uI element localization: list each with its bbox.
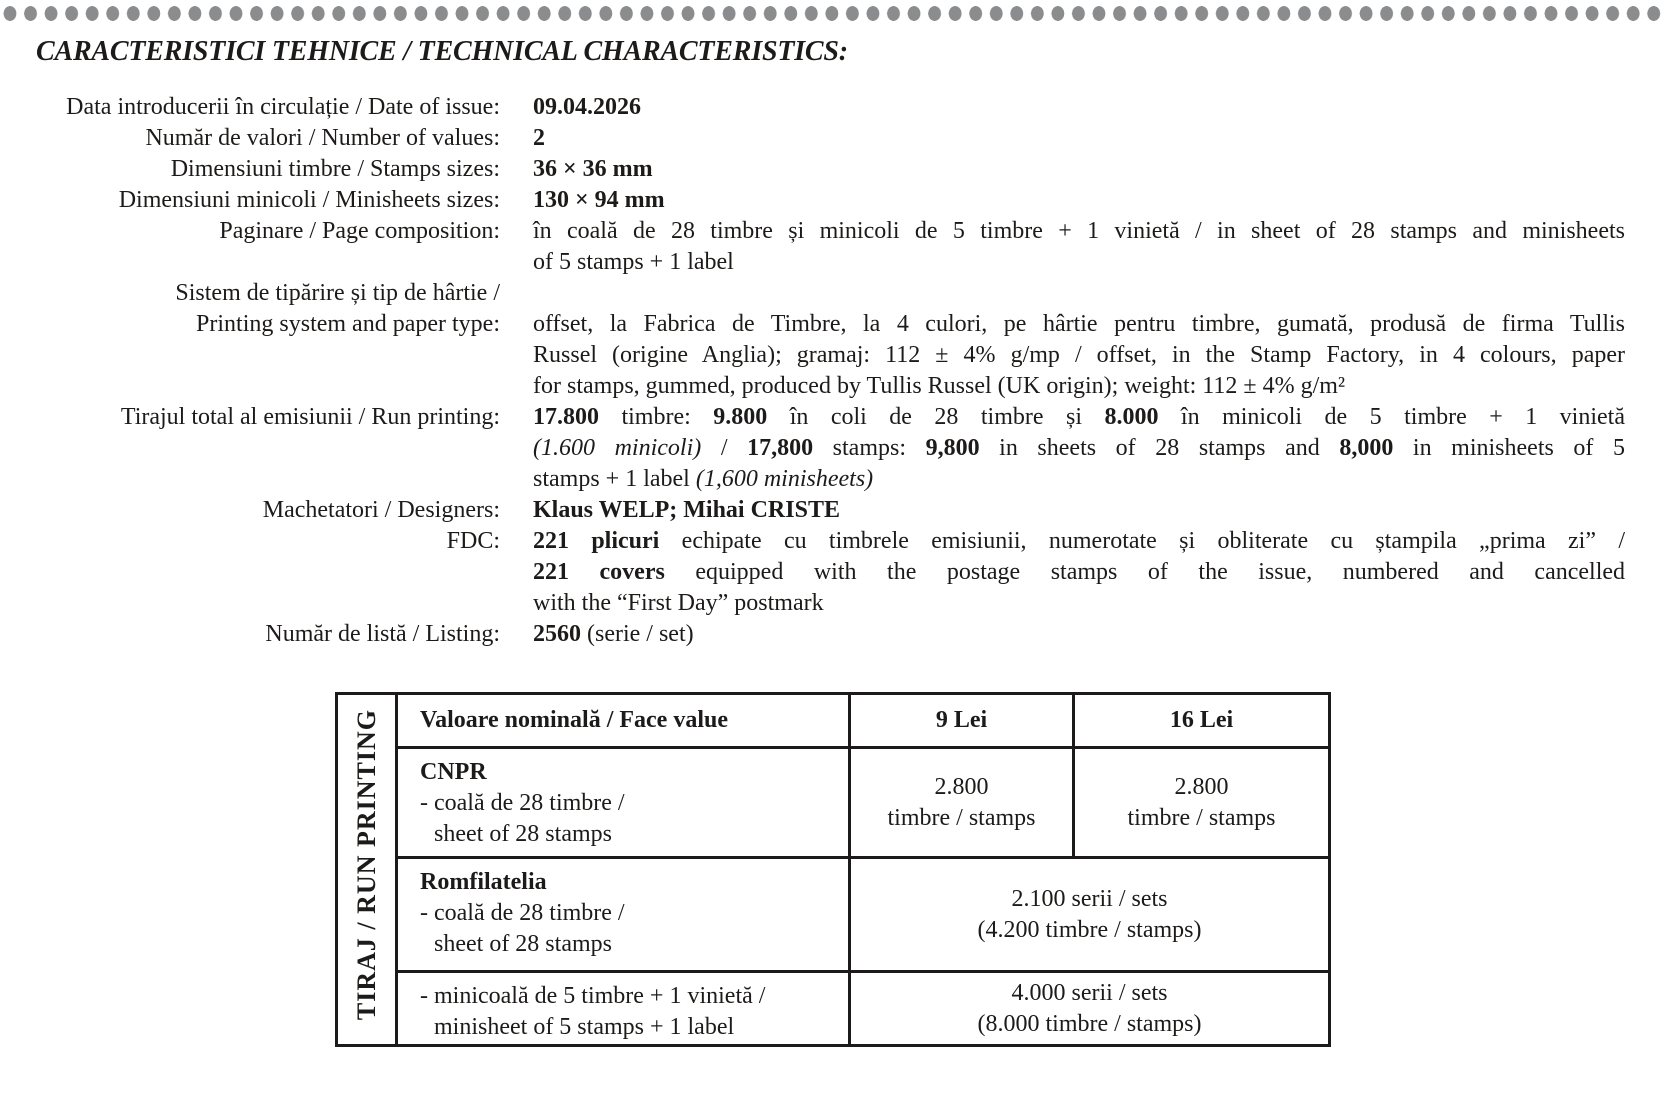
info-label: Sistem de tipărire și tip de hârtie / bbox=[175, 280, 500, 306]
info-value: 221 plicuri echipate cu timbrele emisiunii, numerotate și obliterate cu ștampila „prima zi” / 221 covers equipped with the postage stamps of the issue, numbered and cancelled with the “First Day” postmark bbox=[533, 528, 1626, 616]
info-label: Dimensiuni minicoli / Minisheets sizes: bbox=[118, 187, 500, 213]
info-row-listing bbox=[0, 619, 1666, 650]
table-side-label: TIRAJ / RUN PRINTING bbox=[352, 709, 381, 1021]
table-row-cnpr bbox=[337, 748, 1330, 858]
minisheet-label-cell bbox=[397, 972, 850, 1046]
minisheet-sets-cell bbox=[850, 972, 1330, 1046]
romfilatelia-title: Romfilatelia bbox=[420, 869, 547, 895]
info-row-number-of-values bbox=[0, 123, 1666, 154]
table-row-minisheet bbox=[337, 972, 1330, 1046]
info-value: 36 × 36 mm bbox=[533, 156, 653, 182]
info-value: 2560 (serie / set) bbox=[533, 621, 694, 647]
info-row-minisheet-sizes bbox=[0, 185, 1666, 216]
info-label: Număr de valori / Number of values: bbox=[145, 125, 500, 151]
cnpr-9lei-unit: timbre / stamps bbox=[887, 804, 1036, 831]
info-label: Paginare / Page composition: bbox=[219, 218, 500, 244]
table-header-face-value: Valoare nominală / Face value bbox=[397, 694, 850, 748]
info-row-page-composition bbox=[0, 216, 1666, 278]
page-title: CARACTERISTICI TEHNICE / TECHNICAL CHARACTERISTICS: bbox=[36, 36, 848, 67]
minisheet-sets-value: 4.000 serii / sets bbox=[1011, 979, 1168, 1006]
info-value: 2 bbox=[533, 125, 545, 151]
info-label: FDC: bbox=[446, 528, 500, 554]
info-row-run-printing bbox=[0, 402, 1666, 495]
cnpr-16lei-cell bbox=[1074, 748, 1330, 858]
cnpr-16lei-unit: timbre / stamps bbox=[1127, 804, 1276, 831]
table-row-romfilatelia bbox=[337, 858, 1330, 972]
print-run-table bbox=[335, 692, 1331, 1047]
romfilatelia-sets-cell bbox=[850, 858, 1330, 972]
info-value: 09.04.2026 bbox=[533, 94, 641, 120]
info-value: Klaus WELP; Mihai CRISTE bbox=[533, 497, 840, 523]
info-row-stamp-sizes bbox=[0, 154, 1666, 185]
info-label: Tirajul total al emisiunii / Run printing: bbox=[120, 404, 500, 430]
table-header-9-lei: 9 Lei bbox=[850, 694, 1074, 748]
info-label: Data introducerii în circulație / Date of issue: bbox=[66, 94, 500, 120]
info-value: în coală de 28 timbre și minicoli de 5 timbre + 1 vinietă / in sheet of 28 stamps and minisheets of 5 stamps + 1 label bbox=[533, 218, 1625, 275]
romfilatelia-line1: - coală de 28 timbre / bbox=[420, 900, 625, 926]
minisheet-line1: - minicoală de 5 timbre + 1 vinietă / bbox=[420, 983, 766, 1009]
info-row-designers bbox=[0, 495, 1666, 526]
cnpr-9lei-cell bbox=[850, 748, 1074, 858]
table-header-16-lei: 16 Lei bbox=[1074, 694, 1330, 748]
info-label: Machetatori / Designers: bbox=[262, 497, 500, 523]
table-side-label-cell bbox=[337, 694, 397, 1046]
cnpr-label-cell bbox=[397, 748, 850, 858]
info-row-printing-system-ro bbox=[0, 278, 1666, 309]
romfilatelia-sets-value: 2.100 serii / sets bbox=[1011, 885, 1168, 912]
info-row-fdc bbox=[0, 526, 1666, 619]
romfilatelia-line2: sheet of 28 stamps bbox=[434, 931, 612, 957]
info-value: offset, la Fabrica de Timbre, la 4 culori, pe hârtie pentru timbre, gumată, produsă de firma Tullis Russel (origine Anglia); gramaj: 112 ± 4% g/mp / offset, in the Stamp Factory, in 4 colours, paper for stamps, gummed, produced by Tullis Russel (UK origin); weight: 112 ± 4% g/m² bbox=[533, 311, 1625, 399]
cnpr-9lei-value: 2.800 bbox=[934, 773, 989, 800]
minisheet-stamps-value: (8.000 timbre / stamps) bbox=[977, 1010, 1202, 1037]
romfilatelia-stamps-value: (4.200 timbre / stamps) bbox=[977, 916, 1202, 943]
cnpr-line1: - coală de 28 timbre / bbox=[420, 790, 625, 816]
minisheet-line2: minisheet of 5 stamps + 1 label bbox=[434, 1014, 735, 1040]
cnpr-title: CNPR bbox=[420, 759, 487, 785]
info-value: 130 × 94 mm bbox=[533, 187, 665, 213]
info-value: 17.800 timbre: 9.800 în coli de 28 timbre și 8.000 în minicoli de 5 timbre + 1 vinietă (1.600 minicoli) / 17,800 stamps: 9,800 in sheets of 28 stamps and 8,000 in minisheets of 5 stamps + 1 label (1,600 minisheets) bbox=[533, 404, 1625, 492]
info-row-date-of-issue bbox=[0, 92, 1666, 123]
technical-info-list bbox=[0, 92, 1666, 650]
info-label: Printing system and paper type: bbox=[196, 311, 500, 337]
info-label: Număr de listă / Listing: bbox=[265, 621, 500, 647]
cnpr-line2: sheet of 28 stamps bbox=[434, 821, 612, 847]
info-row-printing-system bbox=[0, 309, 1666, 402]
info-value bbox=[533, 278, 1625, 309]
dotted-divider bbox=[0, 0, 1666, 28]
romfilatelia-label-cell bbox=[397, 858, 850, 972]
cnpr-16lei-value: 2.800 bbox=[1174, 773, 1229, 800]
info-label: Dimensiuni timbre / Stamps sizes: bbox=[170, 156, 500, 182]
